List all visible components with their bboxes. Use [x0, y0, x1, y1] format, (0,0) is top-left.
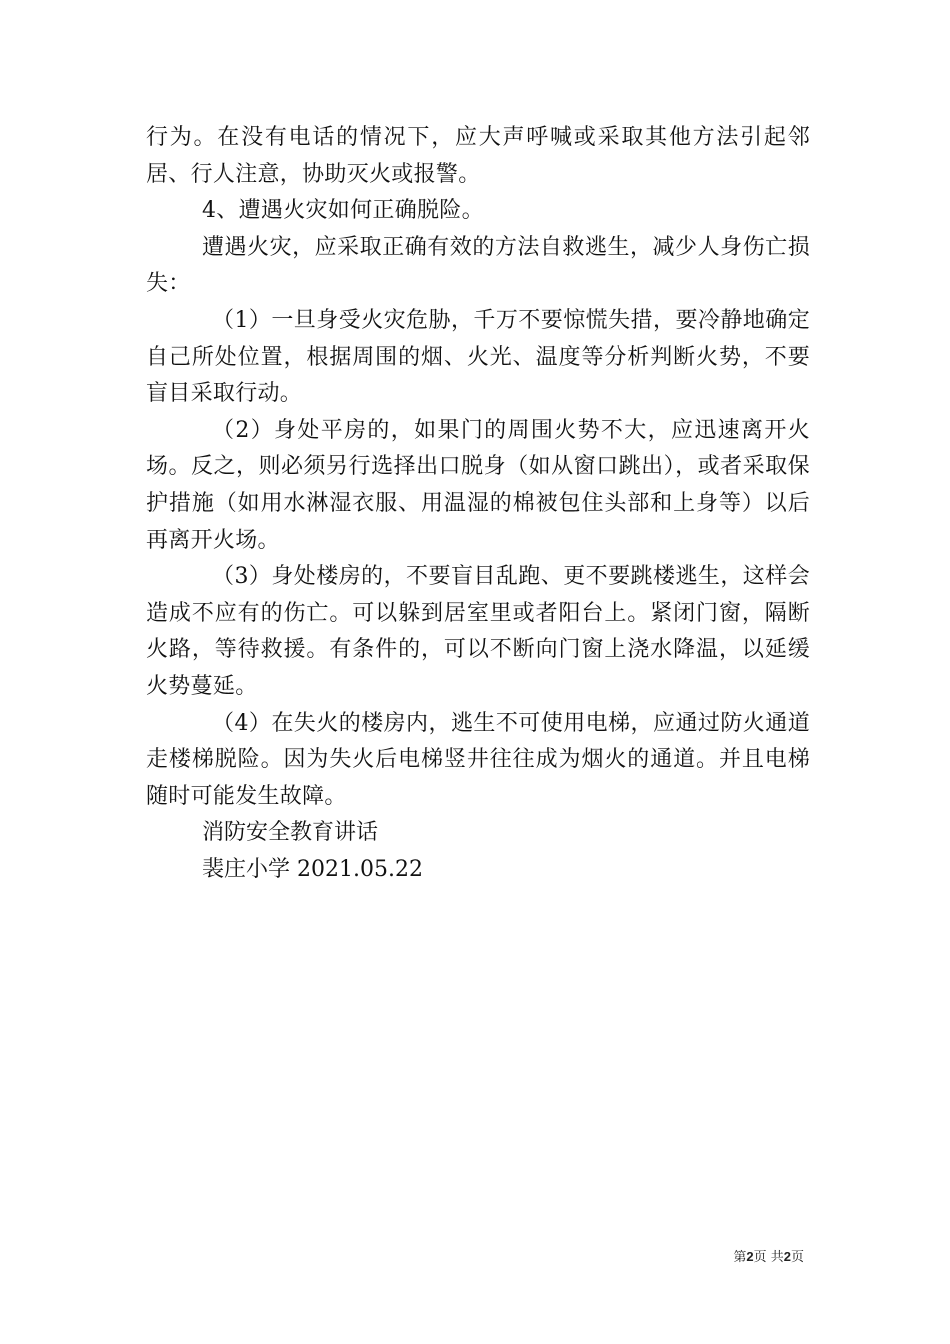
- document-body: [146, 120, 810, 888]
- paragraph-item-4: （4）在失火的楼房内，逃生不可使用电梯，应通过防火通道走楼梯脱险。因为失火后电梯竖井往往成为烟火的通道。并且电梯随时可能发生故障。: [146, 710, 810, 809]
- footer-page-number: 2: [746, 1249, 754, 1264]
- signature-title: 消防安全教育讲话: [202, 820, 379, 846]
- page-footer: [733, 1248, 804, 1267]
- footer-suffix: 页: [790, 1250, 804, 1265]
- signature-school-date: 裴庄小学 2021.05.22: [202, 856, 423, 882]
- paragraph-fire-call-continuation: 行为。在没有电话的情况下，应大声呼喊或采取其他方法引起邻居、行人注意，协助灭火或报警。: [146, 125, 810, 187]
- footer-middle: 页 共: [753, 1250, 784, 1265]
- footer-prefix: 第: [733, 1250, 747, 1265]
- paragraph-escape-intro: 遭遇火灾，应采取正确有效的方法自救逃生，减少人身伤亡损失：: [146, 234, 810, 297]
- paragraph-item-1: （1）一旦身受火灾危胁，千万不要惊慌失措，要冷静地确定自己所处位置，根据周围的烟、火光、温度等分析判断火势，不要盲目采取行动。: [146, 307, 810, 407]
- paragraph-item-2: （2）身处平房的，如果门的周围火势不大，应迅速离开火场。反之，则必须另行选择出口脱身（如从窗口跳出），或者采取保护措施（如用水淋湿衣服、用温湿的棉被包住头部和上身等）以后再离开火场。: [146, 417, 810, 553]
- paragraph-item-3: （3）身处楼房的，不要盲目乱跑、更不要跳楼逃生，这样会造成不应有的伤亡。可以躲到居室里或者阳台上。紧闭门窗，隔断火路，等待救援。有条件的，可以不断向门窗上浇水降温，以延缓火势蔓延。: [146, 564, 810, 699]
- section-heading-fire-escape: 4、遭遇火灾如何正确脱险。: [202, 198, 484, 224]
- footer-total-pages: 2: [783, 1249, 791, 1264]
